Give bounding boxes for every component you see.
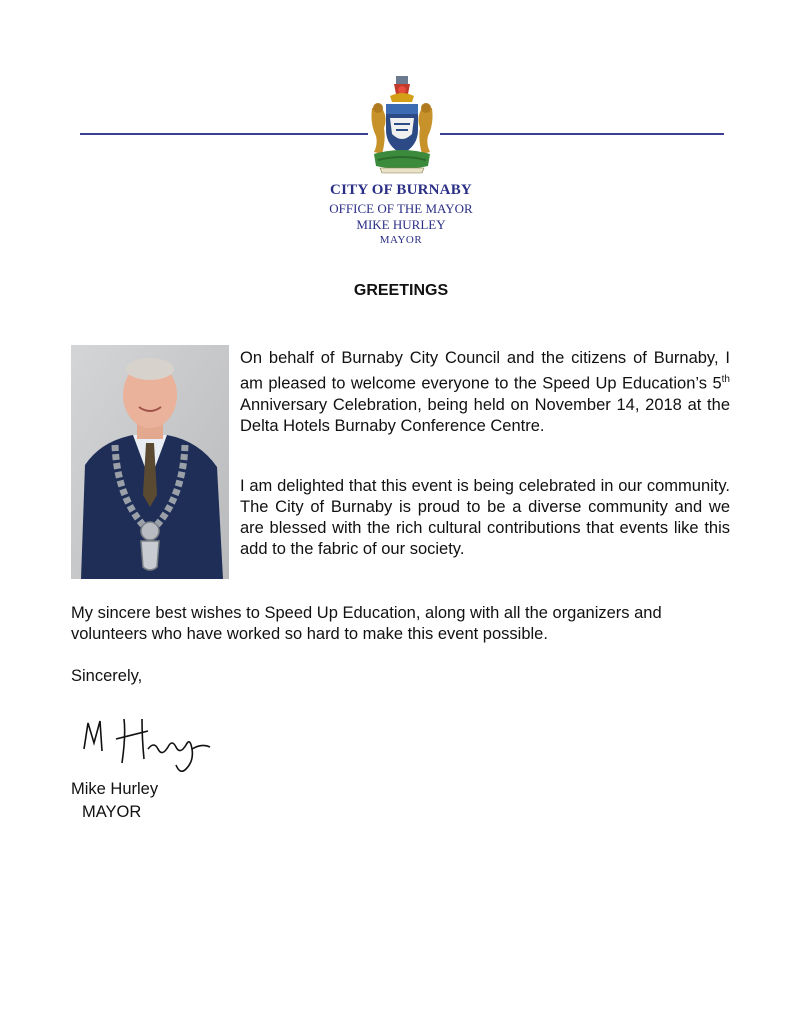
letterhead-office: OFFICE OF THE MAYOR bbox=[329, 201, 473, 216]
letterhead-mayor-title: MAYOR bbox=[379, 234, 423, 246]
page-heading: GREETINGS bbox=[353, 282, 449, 299]
welcome-text-end: Anniversary Celebration, being held on November 14, 2018 at the Delta Hotels Burnaby Conference Centre. bbox=[240, 395, 730, 435]
letterhead-city: CITY OF BURNABY bbox=[330, 182, 472, 198]
welcome-text-start: On behalf of Burnaby City Council and the citizens of Burnaby, I am pleased to welcome everyone to the Speed Up Education’s 5 bbox=[240, 349, 730, 393]
closing: Sincerely, bbox=[71, 667, 143, 685]
letterhead-mayor-name: MIKE HURLEY bbox=[356, 217, 446, 232]
body-paragraph-welcome bbox=[240, 348, 730, 437]
letterhead-rule-right bbox=[440, 133, 724, 135]
letterhead-rule-left bbox=[80, 133, 368, 135]
signer-name: Mike Hurley bbox=[71, 780, 159, 798]
ordinal-suffix: th bbox=[721, 374, 730, 385]
mayor-portrait-photo bbox=[71, 345, 229, 579]
body-paragraph-wishes: My sincere best wishes to Speed Up Education, along with all the organizers and volunteers who have worked so hard to make this event possible. bbox=[71, 604, 662, 643]
signer-title: MAYOR bbox=[82, 803, 142, 821]
body-paragraph-community: I am delighted that this event is being celebrated in our community. The City of Burnaby is proud to be a diverse community and we are blessed with the rich cultural contributions that events like this add to the fabric of our society. bbox=[240, 477, 730, 558]
handwritten-signature bbox=[72, 705, 222, 775]
coat-of-arms-icon bbox=[368, 74, 436, 174]
